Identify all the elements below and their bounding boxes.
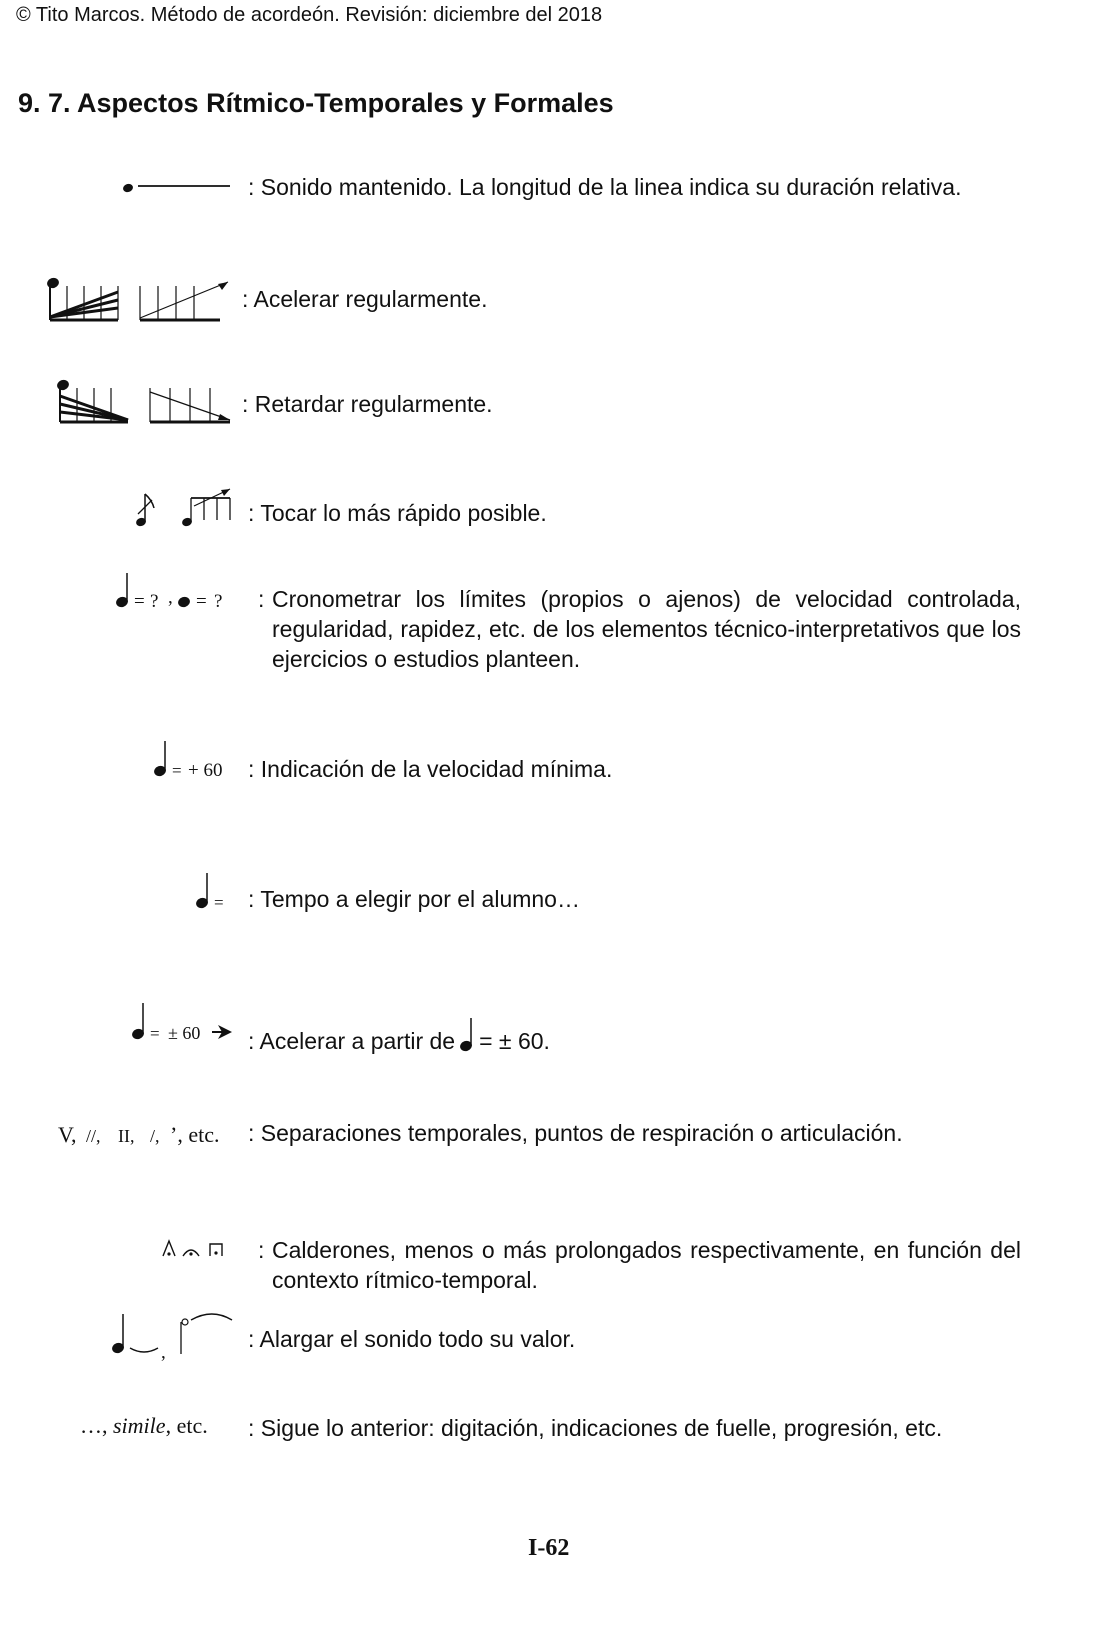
prolong-comma: ,: [161, 1342, 166, 1363]
slur-icon: [191, 1314, 232, 1320]
fermatas-text: Calderones, menos o más prolongados respectivamente, en función del contexto rítmico-temporal.: [272, 1237, 1021, 1293]
separations-desc: : Separaciones temporales, puntos de respiración o articulación.: [248, 1120, 903, 1146]
free-tempo-desc: : Tempo a elegir por el alumno…: [248, 886, 580, 912]
prolong-desc: : Alargar el sonido todo su valor.: [248, 1326, 576, 1352]
page-number: I-62: [528, 1535, 570, 1561]
accel-from-text: : Acelerar a partir de: [248, 1028, 456, 1054]
slash-mark: /,: [150, 1126, 160, 1146]
chrono-eq1: =: [134, 591, 145, 612]
chrono-colon: :: [258, 586, 265, 612]
chrono-text: Cronometrar los límites (propios o ajenos) de velocidad controlada, regularidad, rapidez, etc. de los elementos técnico-interpretativos que los ejercicios o estudios planteen.: [272, 586, 1021, 672]
quarter-note-icon: [459, 1017, 475, 1060]
accel-from-value-text: = ± 60.: [479, 1028, 550, 1054]
section-title: 9. 7. Aspectos Rítmico-Temporales y Formales: [18, 88, 614, 118]
chrono-q1: ?: [150, 591, 159, 612]
sustained-sound-desc: : Sonido mantenido. La longitud de la linea indica su duración relativa.: [248, 174, 962, 200]
fermatas-symbol: [160, 1236, 232, 1260]
separations-symbol: [56, 1118, 228, 1150]
accel-from-symbol: [128, 1000, 236, 1044]
ritardando-symbol: [54, 378, 244, 430]
fermatas-colon: :: [258, 1237, 265, 1263]
min-speed-eq: =: [172, 761, 182, 780]
free-tempo-symbol: [192, 870, 238, 912]
accel-from-desc: [248, 1017, 550, 1060]
caesura-mark: //,: [86, 1126, 101, 1146]
chrono-q2: ?: [214, 591, 223, 612]
breath-v-mark: V,: [58, 1122, 77, 1147]
accel-from-value: ± 60: [168, 1023, 201, 1043]
fermatas-desc: [258, 1235, 1021, 1295]
accel-from-eq: =: [150, 1024, 160, 1043]
chrono-symbol: [112, 570, 237, 612]
simile-symbol: [80, 1413, 208, 1439]
simile-word: simile: [113, 1413, 166, 1438]
min-speed-symbol: [150, 738, 240, 780]
sustained-sound-symbol: [118, 178, 238, 196]
min-speed-value: + 60: [188, 760, 223, 781]
simile-ellipsis: …,: [80, 1413, 108, 1438]
simile-desc: : Sigue lo anterior: digitación, indicaciones de fuelle, progresión, etc.: [248, 1415, 943, 1441]
chrono-desc: [258, 584, 1021, 674]
min-speed-desc: : Indicación de la velocidad mínima.: [248, 756, 613, 782]
double-bar-mark: II,: [118, 1126, 135, 1146]
fastest-desc: : Tocar lo más rápido posible.: [248, 500, 547, 526]
chrono-comma: ,: [168, 587, 173, 608]
simile-etc: , etc.: [165, 1413, 208, 1438]
ritardando-desc: : Retardar regularmente.: [242, 391, 493, 417]
chrono-eq2: =: [196, 591, 207, 612]
accelerando-desc: : Acelerar regularmente.: [242, 286, 488, 312]
comma-mark: ’, etc.: [170, 1122, 220, 1147]
free-tempo-eq: =: [214, 893, 224, 912]
fastest-symbol: [130, 486, 240, 532]
prolong-symbol: [108, 1308, 238, 1362]
accelerando-symbol: [44, 274, 244, 326]
tie-icon: [130, 1348, 158, 1352]
page-header: © Tito Marcos. Método de acordeón. Revisión: diciembre del 2018: [16, 4, 603, 26]
